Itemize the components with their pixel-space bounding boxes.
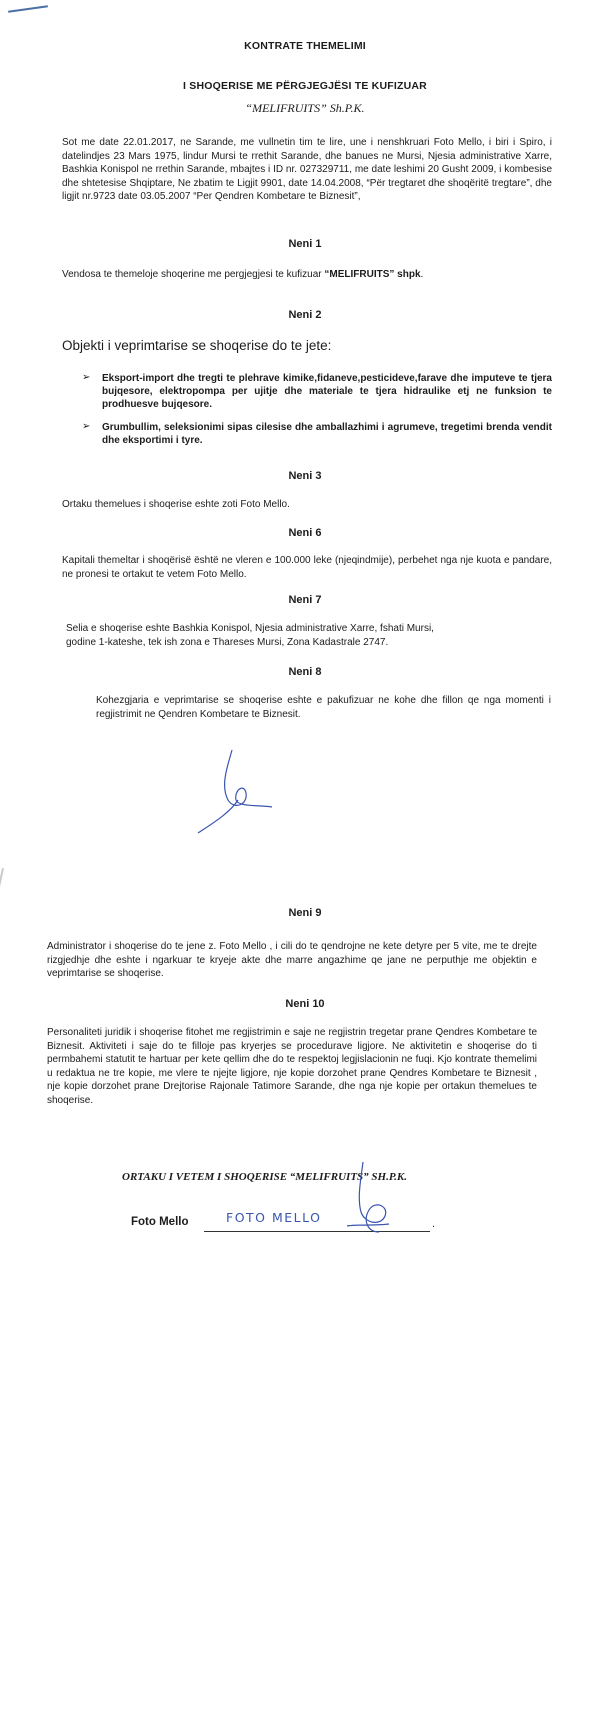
signature-caption: ORTAKU I VETEM I SHOQERISE “MELIFRUITS” SH.P.K.	[122, 1171, 407, 1183]
intro-law-text: Ne zbatim te Ligjit 9901, date 14.04.2008, “Për tregtaret dhe shoqëritë tregtare”, dhe ligjit nr.9723 date 03.05.2007 “Per Qendren Kombetare te Biznesit”,	[62, 177, 552, 202]
neni-1-heading: Neni 1	[288, 238, 322, 250]
arrow-bullet-icon: ➢	[82, 372, 91, 383]
neni-3-text: Ortaku themelues i shoqerise eshte zoti Foto Mello.	[62, 499, 290, 510]
neni-6-heading: Neni 6	[288, 527, 322, 539]
scan-mark	[0, 868, 4, 976]
neni-8-text: Kohezgjaria e veprimtarise se shoqerise eshte e pakufizuar ne kohe dhe fillon qe nga momenti i regjistrimit ne Qendren Kombetare te Biznesit.	[96, 695, 551, 720]
company-name: “MELIFRUITS” Sh.P.K.	[245, 101, 365, 115]
neni-2-bullet-2: Grumbullim, seleksionimi sipas cilesise dhe amballazhimi i agrumeve, tregetimi brenda vendit dhe eksportimi i tyre.	[102, 422, 552, 446]
neni-1-text-after: .	[420, 269, 424, 280]
neni-2-bullet-list	[82, 372, 552, 447]
handwritten-name: FOTO MELLO	[226, 1210, 322, 1225]
list-item	[82, 421, 552, 447]
document-title: KONTRATE THEMELIMI	[244, 40, 366, 52]
neni-9-heading: Neni 9	[288, 907, 322, 919]
neni-3-heading: Neni 3	[288, 470, 322, 482]
scan-mark	[8, 5, 48, 13]
neni-6-text: Kapitali themeltar i shoqërisë është ne vleren e 100.000 leke (njeqindmije), perbehet nga nje kuota e pandare, ne pronesi te ortakut te vetem Foto Mello.	[62, 555, 552, 580]
neni-9-text: Administrator i shoqerise do te jene z. Foto Mello , i cili do te qendrojne ne kete detyre per 5 vite, me te drejte rizgjedhje dhe eshte i ngarkuar te kryeje akte dhe marre angazhime qe jane ne perputhje me objektin e veprimtarise se shoqerise.	[47, 941, 537, 979]
signatory-name-label: Foto Mello	[131, 1216, 189, 1228]
arrow-bullet-icon: ➢	[82, 421, 91, 432]
intro-text: Sot me date 22.01.2017, ne Sarande, me vullnetin tim te lire, une i nenshkruari Foto Mello, i biri i Spiro, i datelindjes 23 Mars 1975, lindur Mursi te rrethit Sarande, dhe banues ne Mursi, Njesia administrative Xarre, Bashkia Konispol ne rrethin Sarande, mbajtes i ID nr. 027329711, me date leshimi 20 Gusht 2009, i kombesise dhe shtetesise Shqiptare,	[62, 137, 552, 189]
neni-7-text	[66, 622, 556, 649]
neni-1-text-before: Vendosa te themeloje shoqerine me pergjegjesi te kufizuar	[62, 269, 322, 280]
signature-end-mark: .	[432, 1218, 436, 1230]
neni-10-text: Personaliteti juridik i shoqerise fitohet me regjistrimin e saje ne regjistrin tregetar prane Qendres Kombetare te Biznesit. Aktiviteti i saje do te filloje pas kryerjes se procedurave ligjore. Ne aktivitetin e shoqerise do ti permbahemi statutit te hartuar per kete qellim dhe do te respektoj legjislacionin ne fuqi. Kjo kontrate themelimi u redaktua ne tre kopie, me vlere te njejte ligjore, nje kopie dorzohet prane Qendres Kombetare te Biznesit , nje kopie dorzohet prane Drejtorise Rajonale Tatimore Sarande, dhe nga nje kopie per ortakun themelues te shoqerise.	[47, 1027, 537, 1106]
neni-10-heading: Neni 10	[285, 998, 325, 1010]
neni-7-heading: Neni 7	[288, 594, 322, 606]
neni-2-lead: Objekti i veprimtarise se shoqerise do te jete:	[62, 338, 332, 353]
signature-mark	[190, 745, 280, 840]
neni-1-text	[62, 268, 552, 282]
neni-8-heading: Neni 8	[288, 666, 322, 678]
intro-paragraph	[62, 136, 552, 204]
document-page-2	[0, 868, 610, 1730]
signature-mark	[345, 1160, 405, 1242]
document-subtitle: I SHOQERISE ME PËRGJEGJËSI TE KUFIZUAR	[183, 80, 427, 92]
neni-7-line-1: Selia e shoqerise eshte Bashkia Konispol, Njesia administrative Xarre, fshati Mursi,	[66, 623, 434, 634]
neni-2-heading: Neni 2	[288, 309, 322, 321]
list-item	[82, 372, 552, 411]
neni-7-line-2: godine 1-kateshe, tek ish zona e Thareses Mursi, Zona Kadastrale 2747.	[66, 636, 389, 648]
neni-1-company: “MELIFRUITS” shpk	[324, 269, 421, 280]
neni-2-bullet-1: Eksport-import dhe tregti te plehrave kimike,fidaneve,pesticideve,farave dhe imputeve te tjera bujqesore, elektropompa per ujitje dhe materiale te tjera hidraulike etj ne funksion te prodhuesve bujqesore.	[102, 373, 552, 410]
